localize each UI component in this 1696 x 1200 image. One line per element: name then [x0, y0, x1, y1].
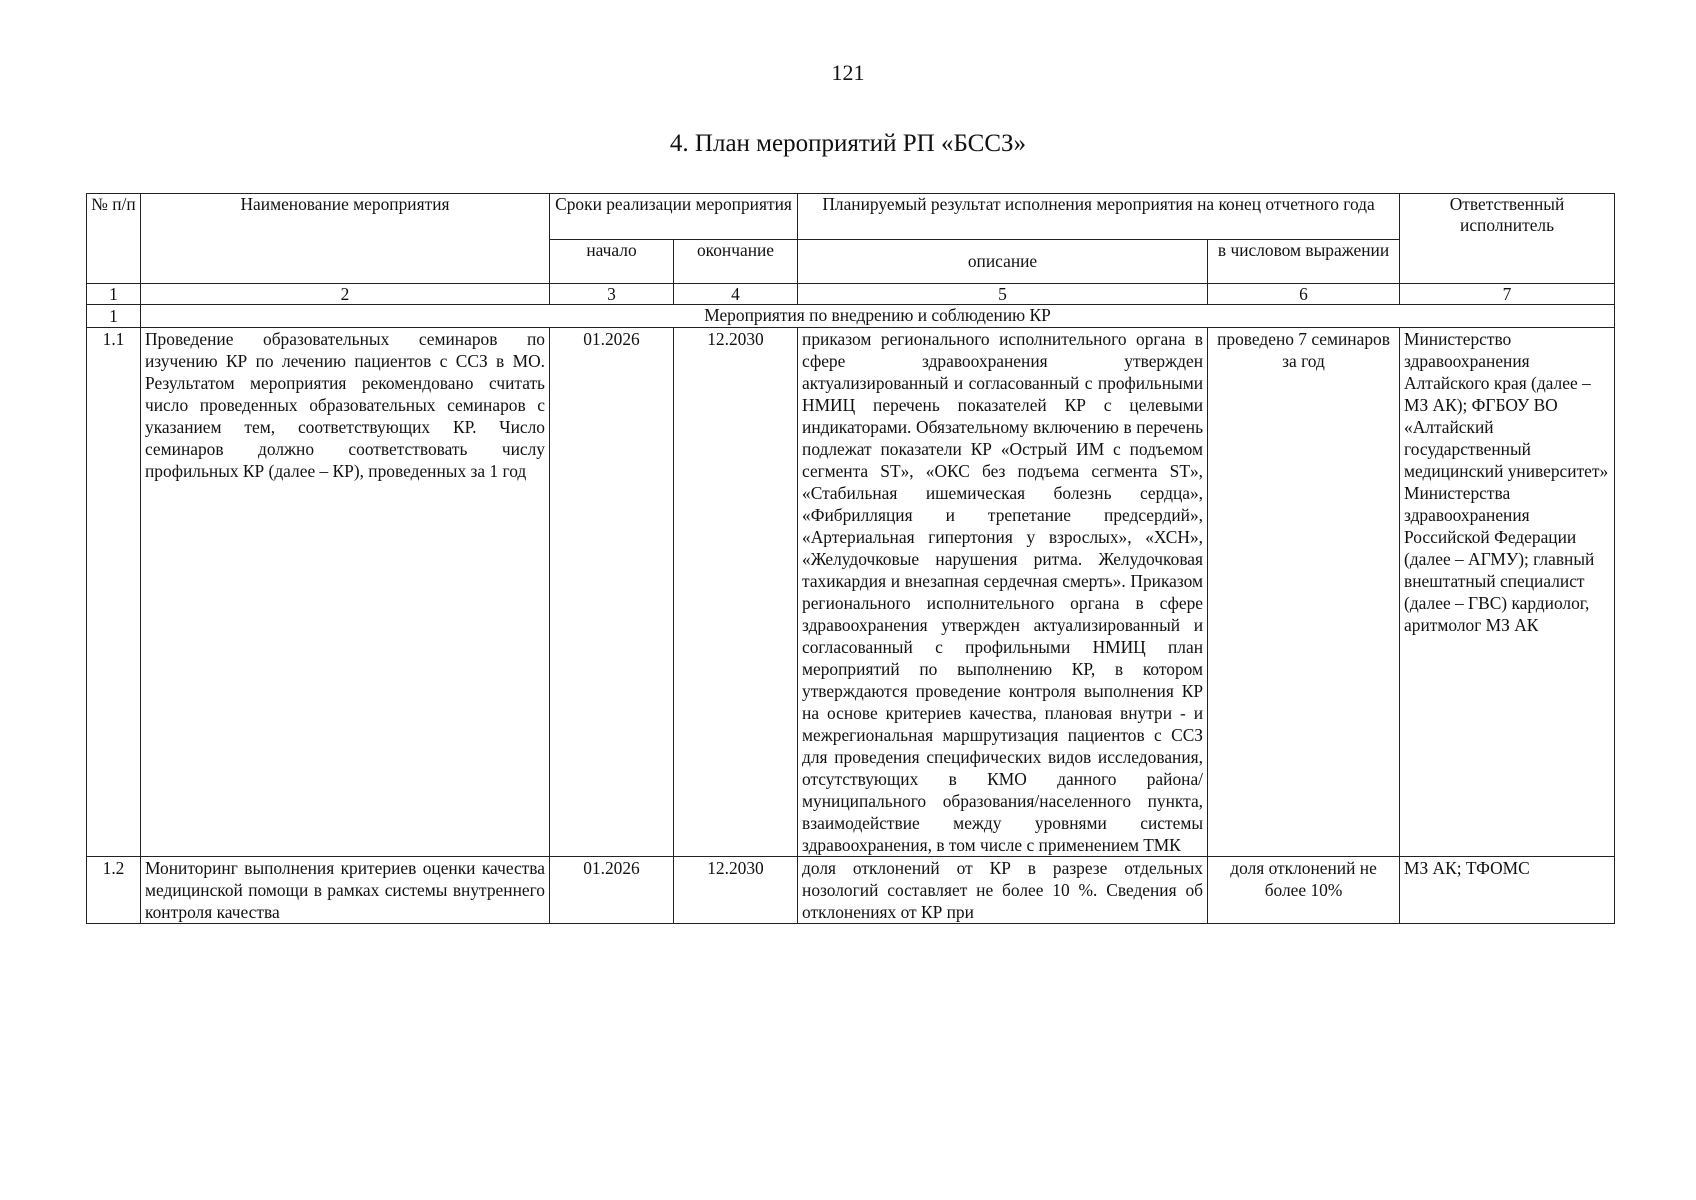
column-number: 1: [87, 284, 141, 305]
result-description: доля отклонений от КР в разрезе отдельных нозологий составляет не более 10 %. Сведения об отклонениях от КР при: [798, 857, 1208, 924]
header-num: № п/п: [87, 194, 141, 284]
column-number: 3: [550, 284, 674, 305]
page-number: 121: [831, 60, 865, 85]
section-title: Мероприятия по внедрению и соблюдению КР: [141, 305, 1615, 328]
result-description: приказом регионального исполнительного органа в сфере здравоохранения утвержден актуализированный и согласованный с профильными НМИЦ перечень показателей КР с целевыми индикаторами. Обязательному включению в перечень подлежат показатели КР «Острый ИМ с подъемом сегмента ST», «ОКС без подъема сегмента ST», «Стабильная ишемическая болезнь сердца», «Фибрилляция и трепетание предсердий», «Артериальная гипертония у взрослых», «ХСН», «Желудочковые нарушения ритма. Желудочковая тахикардия и внезапная сердечная смерть». Приказом регионального исполнительного органа в сфере здравоохранения утвержден актуализированный и согласованный с профильными НМИЦ план мероприятий по выполнению КР, в котором утверждаются проведение контроля выполнения КР на основе критериев качества, плановая внутри - и межрегиональная маршрутизация пациентов с ССЗ для проведения специфических видов исследования, отсутствующих в КМО данного района/муниципального образования/населенного пункта, взаимодействие между уровнями системы здравоохранения, в том числе с применением ТМК: [798, 328, 1208, 857]
column-number: 7: [1400, 284, 1615, 305]
activity-name: Мониторинг выполнения критериев оценки качества медицинской помощи в рамках системы внутреннего контроля качества: [141, 857, 550, 924]
header-end: окончание: [674, 240, 798, 284]
result-numeric: доля отклонений не более 10%: [1208, 857, 1400, 924]
end-date: 12.2030: [674, 328, 798, 857]
header-result: Планируемый результат исполнения мероприятия на конец отчетного года: [798, 194, 1400, 240]
section-row: [87, 305, 1615, 328]
header-numeric: в числовом выражении: [1208, 240, 1400, 284]
plan-table: [86, 193, 1615, 924]
section-number: 1: [87, 305, 141, 328]
row-number: 1.1: [87, 328, 141, 857]
header-start: начало: [550, 240, 674, 284]
header-responsible: Ответственный исполнитель: [1400, 194, 1615, 284]
header-terms: Сроки реализации мероприятия: [550, 194, 798, 240]
activity-name: Проведение образовательных семинаров по изучению КР по лечению пациентов с ССЗ в МО. Результатом мероприятия рекомендовано считать число проведенных образовательных семинаров с указанием тем, соответствующих КР. Число семинаров должно соответствовать числу профильных КР (далее – КР), проведенных за 1 год: [141, 328, 550, 857]
start-date: 01.2026: [550, 857, 674, 924]
column-number-row: [87, 284, 1615, 305]
header-description: описание: [798, 240, 1208, 284]
column-number: 2: [141, 284, 550, 305]
responsible-executor: МЗ АК; ТФОМС: [1400, 857, 1615, 924]
header-row: [87, 194, 1615, 240]
column-number: 4: [674, 284, 798, 305]
start-date: 01.2026: [550, 328, 674, 857]
responsible-executor: Министерство здравоохранения Алтайского края (далее – МЗ АК); ФГБОУ ВО «Алтайский государственный медицинский университет» Министерства здравоохранения Российской Федерации (далее – АГМУ); главный внештатный специалист (далее – ГВС) кардиолог, аритмолог МЗ АК: [1400, 328, 1615, 857]
table-row: [87, 328, 1615, 857]
table-row: [87, 857, 1615, 924]
column-number: 5: [798, 284, 1208, 305]
column-number: 6: [1208, 284, 1400, 305]
header-name: Наименование мероприятия: [141, 194, 550, 284]
result-numeric: проведено 7 семинаров за год: [1208, 328, 1400, 857]
end-date: 12.2030: [674, 857, 798, 924]
row-number: 1.2: [87, 857, 141, 924]
document-title: 4. План мероприятий РП «БССЗ»: [669, 130, 1027, 157]
